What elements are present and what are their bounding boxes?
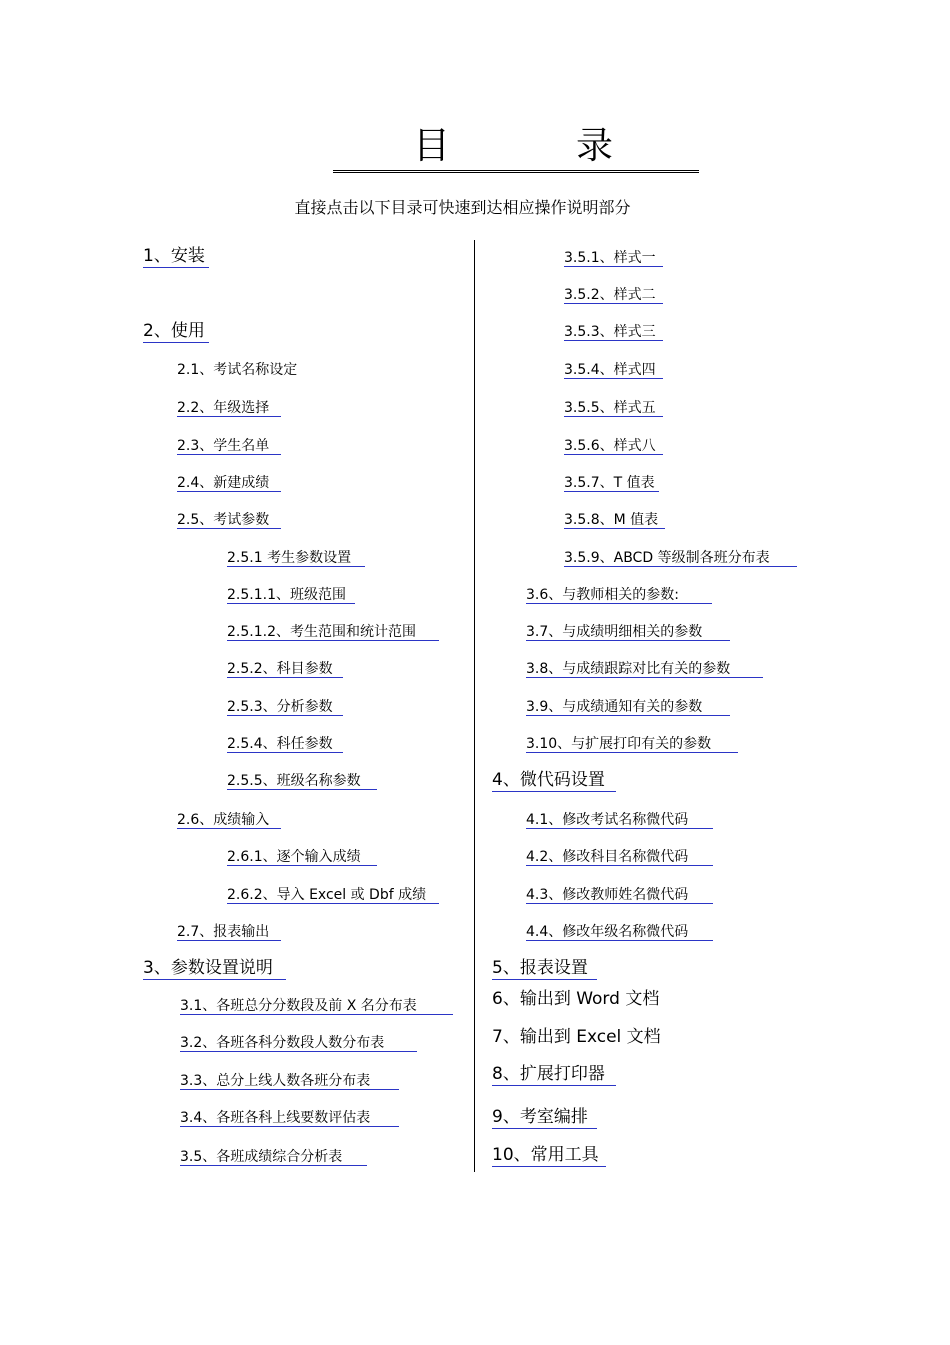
toc-link-exam-room[interactable]: 9、考室编排 — [492, 1108, 597, 1129]
toc-link-3-9[interactable]: 3.9、与成绩通知有关的参数 — [526, 699, 730, 716]
toc-link-3-5-8[interactable]: 3.5.8、M 值表 — [564, 512, 665, 529]
toc-link-2-5-2[interactable]: 2.5.2、科目参数 — [227, 661, 343, 678]
toc-link-3-7[interactable]: 3.7、与成绩明细相关的参数 — [526, 624, 730, 641]
toc-link-tools[interactable]: 10、常用工具 — [492, 1146, 606, 1167]
toc-link-2-5-4[interactable]: 2.5.4、科任参数 — [227, 736, 343, 753]
subtitle: 直接点击以下目录可快速到达相应操作说明部分 — [294, 198, 631, 217]
toc-link-3-5-5[interactable]: 3.5.5、样式五 — [564, 400, 663, 417]
toc-link-2-5-5[interactable]: 2.5.5、班级名称参数 — [227, 773, 377, 790]
toc-link-2-5-1[interactable]: 2.5.1 考生参数设置 — [227, 550, 365, 567]
toc-link-microcode[interactable]: 4、微代码设置 — [492, 771, 616, 792]
toc-link-export-word[interactable]: 6、输出到 Word 文档 — [492, 989, 660, 1009]
toc-link-3-3[interactable]: 3.3、总分上线人数各班分布表 — [180, 1073, 399, 1090]
toc-link-3-1[interactable]: 3.1、各班总分分数段及前 X 名分布表 — [180, 998, 453, 1015]
toc-link-2-6-1[interactable]: 2.6.1、逐个输入成绩 — [227, 849, 377, 866]
toc-link-3-5[interactable]: 3.5、各班成绩综合分析表 — [180, 1149, 367, 1166]
toc-link-3-2[interactable]: 3.2、各班各科分数段人数分布表 — [180, 1035, 417, 1052]
toc-link-2-5-1-2[interactable]: 2.5.1.2、考生范围和统计范围 — [227, 624, 439, 641]
toc-link-3-5-2[interactable]: 3.5.2、样式二 — [564, 287, 663, 304]
toc-link-2-3[interactable]: 2.3、学生名单 — [177, 438, 281, 455]
toc-link-2-6-2[interactable]: 2.6.2、导入 Excel 或 Dbf 成绩 — [227, 887, 439, 904]
toc-link-report-settings[interactable]: 5、报表设置 — [492, 959, 597, 980]
toc-link-install[interactable]: 1、安装 — [143, 247, 209, 268]
toc-link-2-5-1-1[interactable]: 2.5.1.1、班级范围 — [227, 587, 355, 604]
title-char-1: 目 — [413, 124, 450, 167]
toc-link-3-8[interactable]: 3.8、与成绩跟踪对比有关的参数 — [526, 661, 763, 678]
toc-link-extended-printer[interactable]: 8、扩展打印器 — [492, 1065, 616, 1086]
toc-link-4-2[interactable]: 4.2、修改科目名称微代码 — [526, 849, 713, 866]
title-char-2: 录 — [576, 124, 613, 167]
toc-link-3-5-1[interactable]: 3.5.1、样式一 — [564, 250, 663, 267]
toc-link-3-5-9[interactable]: 3.5.9、ABCD 等级制各班分布表 — [564, 550, 797, 567]
toc-link-3-6[interactable]: 3.6、与教师相关的参数: — [526, 587, 712, 604]
toc-link-3-4[interactable]: 3.4、各班各科上线要数评估表 — [180, 1110, 399, 1127]
toc-link-2-5[interactable]: 2.5、考试参数 — [177, 512, 281, 529]
toc-link-2-5-3[interactable]: 2.5.3、分析参数 — [227, 699, 343, 716]
toc-link-2-4[interactable]: 2.4、新建成绩 — [177, 475, 281, 492]
toc-link-export-excel[interactable]: 7、输出到 Excel 文档 — [492, 1027, 661, 1047]
toc-link-3-5-6[interactable]: 3.5.6、样式八 — [564, 438, 663, 455]
toc-link-4-4[interactable]: 4.4、修改年级名称微代码 — [526, 924, 713, 941]
toc-link-4-3[interactable]: 4.3、修改教师姓名微代码 — [526, 887, 713, 904]
toc-link-3-10[interactable]: 3.10、与扩展打印有关的参数 — [526, 736, 738, 753]
toc-link-3-5-3[interactable]: 3.5.3、样式三 — [564, 324, 663, 341]
toc-link-usage[interactable]: 2、使用 — [143, 322, 209, 343]
toc-link-2-2[interactable]: 2.2、年级选择 — [177, 400, 281, 417]
toc-link-2-1[interactable]: 2.1、考试名称设定 — [177, 362, 298, 378]
toc-link-2-7[interactable]: 2.7、报表输出 — [177, 924, 281, 941]
toc-link-3-5-7[interactable]: 3.5.7、T 值表 — [564, 475, 659, 492]
toc-link-3-5-4[interactable]: 3.5.4、样式四 — [564, 362, 663, 379]
toc-link-param-settings[interactable]: 3、参数设置说明 — [143, 959, 286, 980]
toc-link-2-6[interactable]: 2.6、成绩输入 — [177, 812, 281, 829]
toc-link-4-1[interactable]: 4.1、修改考试名称微代码 — [526, 812, 713, 829]
